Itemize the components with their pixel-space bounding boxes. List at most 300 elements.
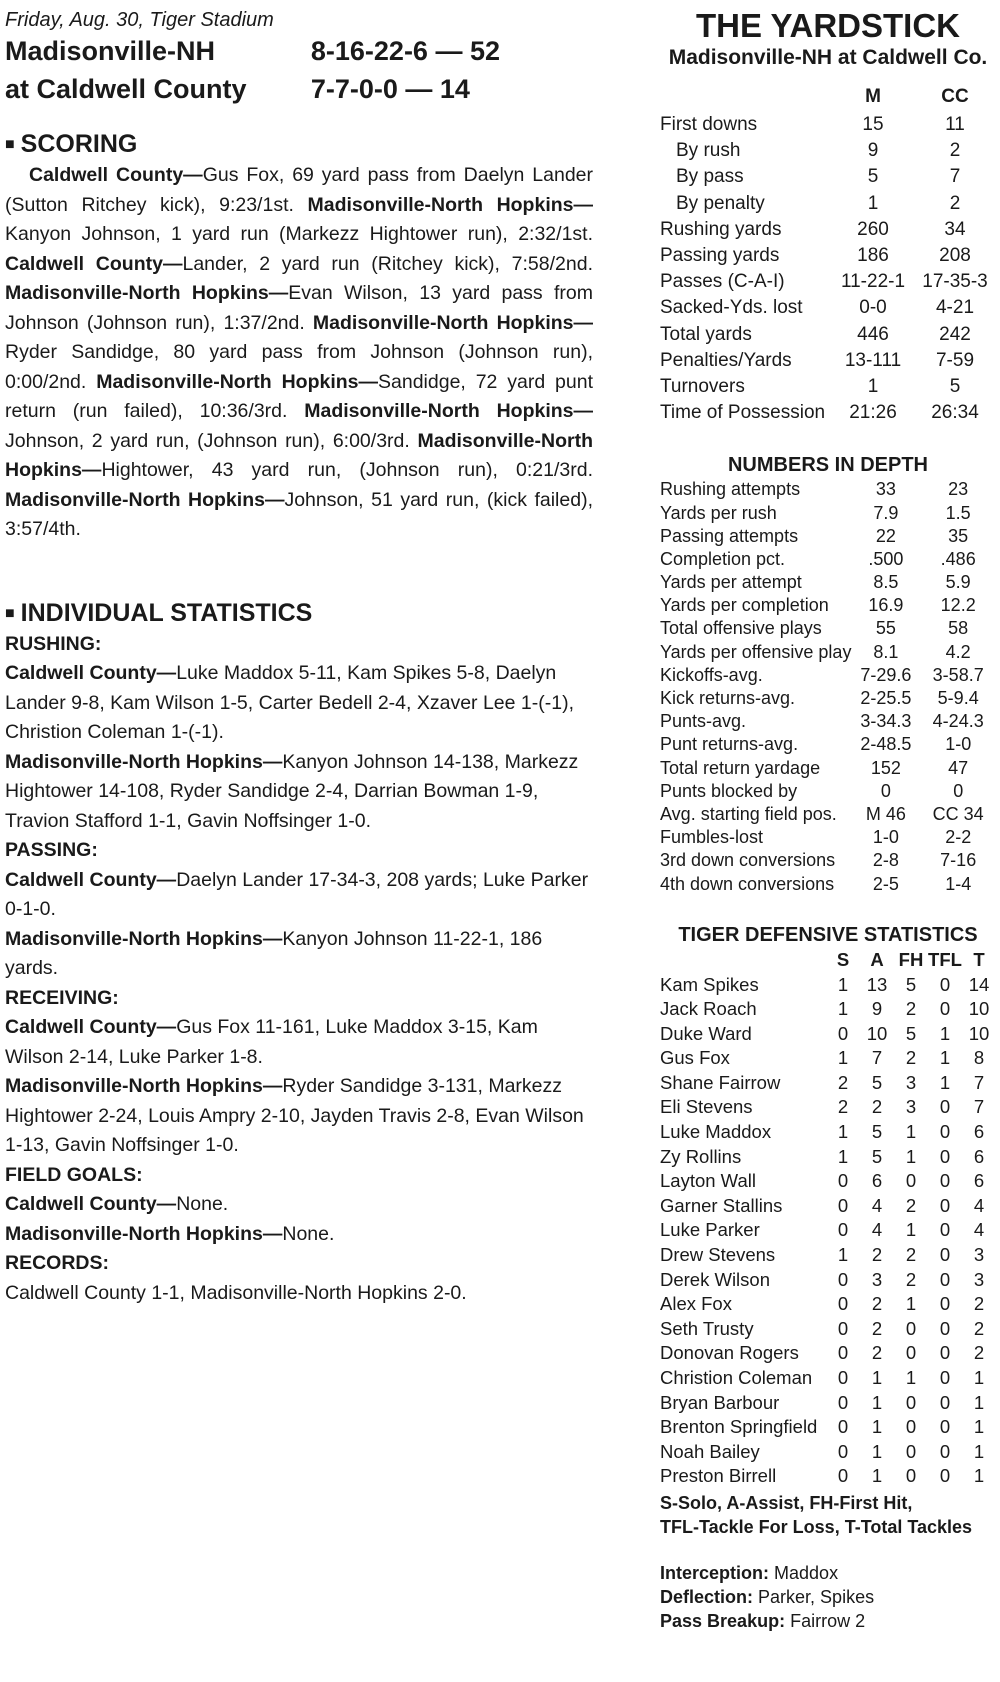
stat-value-cc: 2-2 (945, 827, 972, 848)
stat-value-m: 15 (862, 114, 884, 136)
stat-fh: 0 (905, 1465, 917, 1487)
note-label: Pass Breakup: (660, 1610, 786, 1631)
stat-value-m: 7-29.6 (860, 664, 912, 685)
table-row (660, 641, 996, 664)
stat-tfl: 1 (939, 1022, 951, 1044)
column-header: T (973, 948, 985, 970)
table-row (660, 733, 996, 756)
stat-category: FIELD GOALS: (5, 1163, 143, 1186)
stat-a: 3 (871, 1268, 883, 1290)
stat-s: 0 (837, 1416, 849, 1438)
stat-value-m: 33 (875, 479, 896, 500)
stat-tfl: 0 (939, 1268, 951, 1290)
stat-fh: 2 (905, 1047, 917, 1069)
dateline: Friday, Aug. 30, Tiger Stadium (5, 9, 274, 31)
stat-a: 7 (871, 1047, 883, 1069)
stat-fh: 1 (905, 1367, 917, 1389)
stat-label: Passing yards (660, 245, 780, 267)
stat-fh: 2 (905, 1244, 917, 1266)
stat-value-m: 55 (875, 618, 896, 639)
stat-category: RUSHING: (5, 632, 102, 655)
stat-s: 0 (837, 1342, 849, 1364)
stat-value-cc: 5.9 (945, 572, 971, 593)
stat-value-cc: 35 (948, 525, 969, 546)
stat-s: 0 (837, 1170, 849, 1192)
stat-tfl: 0 (939, 1440, 951, 1462)
stat-value-cc: 7 (949, 166, 961, 188)
table-row (660, 1120, 996, 1145)
table-row (660, 780, 996, 803)
stat-t: 8 (973, 1047, 985, 1069)
player-name: Zy Rollins (660, 1145, 742, 1167)
table-row (660, 478, 996, 501)
stat-label: 3rd down conversions (660, 850, 836, 871)
scoring-heading: ■ SCORING (5, 130, 138, 158)
numbers-in-depth-title: NUMBERS IN DEPTH (727, 454, 928, 477)
table-row (660, 164, 996, 190)
stat-fh: 2 (905, 1268, 917, 1290)
stat-text: Kanyon Johnson 14-138, Markezz Hightower 14-108, Ryder Sandidge 2-4, Darrian Bowman 1-9, Travion Stafford 1-1, Gavin Noffsinger 1-0. (5, 750, 579, 832)
stat-value-m: 22 (875, 525, 896, 546)
stat-label: Rushing yards (660, 218, 782, 240)
score-row-visitor (5, 32, 593, 70)
stat-label: Yards per rush (660, 502, 777, 523)
stat-fh: 2 (905, 998, 917, 1020)
table-row (660, 872, 996, 895)
stat-t: 4 (973, 1194, 985, 1216)
column-header: FH (898, 948, 924, 970)
line-score: 8-16-22-6 — 52 (310, 36, 500, 66)
stat-label: 4th down conversions (660, 873, 835, 894)
column-header: S (836, 948, 850, 970)
stat-s: 0 (837, 1317, 849, 1339)
stat-value-cc: 7-59 (935, 349, 975, 371)
stat-t: 4 (973, 1219, 985, 1241)
stat-value-cc: 5 (949, 375, 961, 397)
stat-tfl: 0 (939, 1367, 951, 1389)
stat-s: 1 (837, 1121, 849, 1143)
stat-value-m: 16.9 (868, 595, 904, 616)
scoring-play (5, 253, 593, 275)
note-text: Fairrow 2 (790, 1610, 866, 1631)
stat-a: 1 (871, 1391, 883, 1413)
stat-value-cc: 4.2 (945, 641, 971, 662)
table-row (660, 1415, 996, 1440)
stat-label: Turnovers (660, 375, 745, 397)
team-name: Caldwell County— (5, 1193, 177, 1215)
team-name: Madisonville-North Hopkins— (5, 750, 283, 773)
stat-value-cc: 34 (944, 218, 966, 240)
column-header: TFL (928, 948, 962, 970)
stat-entry (5, 1220, 593, 1250)
stat-a: 2 (871, 1342, 883, 1364)
table-row (660, 1144, 996, 1169)
stat-value-m: .500 (868, 548, 904, 569)
team-name: Madisonville-North Hopkins— (5, 282, 289, 304)
defense-table (660, 948, 996, 1489)
table-row (660, 322, 996, 348)
table-row (660, 243, 996, 269)
stat-t: 10 (968, 998, 990, 1020)
stat-tfl: 0 (939, 1244, 951, 1266)
stat-text: Gus Fox 11-161, Luke Maddox 3-15, Kam Wilson 2-14, Luke Parker 1-8. (5, 1016, 538, 1068)
stat-text: Daelyn Lander 17-34-3, 208 yards; Luke Parker 0-1-0. (5, 868, 589, 920)
stat-value-cc: CC 34 (932, 803, 984, 824)
table-row (660, 217, 996, 243)
player-name: Shane Fairrow (660, 1071, 781, 1093)
stat-tfl: 0 (939, 1317, 951, 1339)
stat-t: 3 (973, 1268, 985, 1290)
stat-entry (5, 1013, 593, 1072)
stat-value-cc: 2 (949, 192, 961, 214)
table-row (660, 1169, 996, 1194)
play-description: Lander, 2 yard run (Ritchey kick), 7:58/2nd. (182, 252, 593, 275)
player-name: Derek Wilson (660, 1268, 770, 1290)
stat-label: Penalties/Yards (660, 349, 792, 371)
table-row (660, 972, 996, 997)
table-row (660, 191, 996, 217)
team-name: Caldwell County— (5, 252, 183, 275)
stat-tfl: 0 (939, 1342, 951, 1364)
table-row (660, 997, 996, 1022)
table-row (660, 687, 996, 710)
team-name: Madisonville-NH (5, 36, 216, 66)
stat-fh: 0 (905, 1416, 917, 1438)
stat-value-m: 0-0 (859, 297, 887, 319)
table-row (660, 269, 996, 295)
stat-entry (5, 1190, 593, 1220)
stat-fh: 1 (905, 1145, 917, 1167)
square-bullet-icon: ■ (5, 136, 15, 153)
stat-fh: 3 (905, 1071, 917, 1093)
stats-column (660, 8, 996, 1633)
stat-value-cc: 242 (939, 323, 971, 345)
play-description: Johnson, 51 yard run, (kick failed), 3:57/4th. (5, 488, 593, 540)
table-row (660, 1218, 996, 1243)
stat-t: 10 (968, 1022, 990, 1044)
table-row (660, 1046, 996, 1071)
stat-tfl: 0 (939, 1145, 951, 1167)
stat-value-m: 186 (857, 245, 889, 267)
play-description: Johnson, 2 yard run, (Johnson run), 6:00/3rd. (5, 429, 410, 452)
stat-value-m: 3-34.3 (860, 711, 912, 732)
player-name: Eli Stevens (660, 1096, 753, 1118)
stat-text: None. (176, 1193, 229, 1215)
stat-value-cc: 1-0 (945, 734, 972, 755)
stat-fh: 1 (905, 1121, 917, 1143)
stat-t: 1 (973, 1416, 985, 1438)
yardstick-table (660, 72, 996, 426)
stat-t: 3 (973, 1244, 985, 1266)
table-row (660, 1071, 996, 1096)
stat-s: 1 (837, 998, 849, 1020)
column-header: CC (941, 86, 969, 107)
stat-value-cc: 208 (939, 245, 971, 267)
stat-s: 0 (837, 1391, 849, 1413)
stat-s: 0 (837, 1293, 849, 1315)
stat-label: Completion pct. (660, 548, 786, 569)
column-header: M (865, 86, 881, 107)
defense-note (660, 1609, 996, 1633)
stat-value-cc: 58 (948, 618, 969, 639)
stat-s: 1 (837, 1047, 849, 1069)
team-name: Caldwell County— (5, 1016, 177, 1038)
yardstick-subtitle: Madisonville-NH at Caldwell Co. (668, 46, 988, 69)
table-row (660, 617, 996, 640)
stat-tfl: 0 (939, 1170, 951, 1192)
player-name: Kam Spikes (660, 973, 759, 995)
stat-s: 1 (837, 973, 849, 995)
stat-label: First downs (660, 114, 758, 136)
stat-a: 1 (871, 1416, 883, 1438)
stat-entry (5, 866, 593, 925)
table-row (660, 1390, 996, 1415)
team-name: Madisonville-North Hopkins— (312, 311, 593, 334)
player-name: Jack Roach (660, 998, 757, 1020)
stat-s: 0 (837, 1022, 849, 1044)
table-row (660, 1464, 996, 1489)
stat-tfl: 1 (939, 1071, 951, 1093)
play-description: Ryder Sandidge, 80 yard pass from Johnson (Johnson run), 0:00/2nd. (5, 341, 593, 393)
team-name: Madisonville-North Hopkins— (5, 488, 285, 511)
table-row (660, 826, 996, 849)
stat-value-cc: 1.5 (945, 502, 971, 523)
stat-label: Total return yardage (660, 757, 821, 778)
table-row (660, 803, 996, 826)
stat-value-cc: 4-24.3 (932, 711, 984, 732)
stat-value-m: 5 (867, 166, 879, 188)
table-row (660, 348, 996, 374)
stat-a: 5 (871, 1145, 883, 1167)
stat-label: Fumbles-lost (660, 827, 764, 848)
stat-text: Kanyon Johnson 11-22-1, 186 yards. (5, 927, 543, 979)
team-name: Madisonville-North Hopkins— (5, 927, 283, 950)
player-name: Duke Ward (660, 1022, 752, 1044)
stat-t: 1 (973, 1465, 985, 1487)
stat-fh: 0 (905, 1391, 917, 1413)
stat-label: Yards per offensive play (660, 641, 852, 662)
stat-tfl: 0 (939, 1096, 951, 1118)
stat-label: Total yards (660, 323, 752, 345)
player-name: Donovan Rogers (660, 1342, 799, 1364)
stat-label: Yards per completion (660, 595, 829, 616)
stat-value-cc: 1-4 (945, 873, 972, 894)
stat-value-m: 2-5 (872, 873, 899, 894)
stat-value-cc: .486 (940, 548, 976, 569)
stat-category: RECEIVING: (5, 986, 119, 1009)
stat-category: RECORDS: (5, 1252, 110, 1274)
stat-fh: 0 (905, 1342, 917, 1364)
stat-value-m: 13-111 (844, 349, 902, 371)
stat-a: 1 (871, 1367, 883, 1389)
stat-t: 1 (973, 1367, 985, 1389)
stat-s: 0 (837, 1219, 849, 1241)
stat-t: 7 (973, 1071, 985, 1093)
stat-value-m: 21:26 (849, 402, 897, 424)
stat-value-cc: 26:34 (931, 402, 979, 424)
note-text: Maddox (774, 1562, 839, 1583)
table-row (660, 664, 996, 687)
table-row (660, 571, 996, 594)
table-row (660, 1243, 996, 1268)
stat-t: 14 (968, 973, 990, 995)
stat-value-m: 1 (867, 192, 879, 214)
stat-text: Caldwell County 1-1, Madisonville-North Hopkins 2-0. (5, 1281, 467, 1304)
stat-category: PASSING: (5, 839, 98, 861)
stat-a: 9 (871, 998, 883, 1020)
stat-entry (5, 925, 593, 984)
table-row (660, 1440, 996, 1465)
table-row (660, 1292, 996, 1317)
stat-a: 2 (871, 1293, 883, 1315)
stat-value-cc: 5-9.4 (937, 688, 979, 709)
stat-tfl: 0 (939, 1194, 951, 1216)
team-name: Caldwell County— (5, 662, 177, 684)
team-name: Caldwell County— (5, 868, 177, 891)
stat-label: Time of Possession (660, 402, 826, 424)
team-name: Madisonville-North Hopkins— (96, 370, 379, 393)
stat-s: 1 (837, 1244, 849, 1266)
stat-tfl: 0 (939, 1121, 951, 1143)
stat-value-m: 2-48.5 (860, 734, 912, 755)
individual-stats-heading: ■ INDIVIDUAL STATISTICS (5, 598, 313, 627)
stat-entry (5, 1072, 593, 1161)
table-row (660, 594, 996, 617)
stat-s: 0 (837, 1440, 849, 1462)
stat-entry (5, 659, 593, 748)
player-name: Luke Parker (660, 1219, 760, 1241)
stat-label: Avg. starting field pos. (660, 803, 837, 824)
player-name: Seth Trusty (660, 1317, 754, 1339)
player-name: Drew Stevens (660, 1244, 776, 1266)
stat-label: By rush (676, 140, 741, 162)
table-row (660, 374, 996, 400)
table-row (660, 1366, 996, 1391)
stat-value-m: 152 (870, 757, 901, 778)
defense-note (660, 1561, 996, 1585)
stat-label: Punt returns-avg. (660, 734, 799, 755)
stat-s: 0 (837, 1465, 849, 1487)
stat-entry (5, 748, 593, 837)
stat-t: 7 (973, 1096, 985, 1118)
stat-label: Yards per attempt (660, 572, 802, 593)
stat-fh: 2 (905, 1194, 917, 1216)
yardstick-title: THE YARDSTICK (695, 7, 961, 44)
stat-label: Sacked-Yds. lost (660, 297, 803, 319)
stat-t: 6 (973, 1145, 985, 1167)
stat-text: Ryder Sandidge 3-131, Markezz Hightower 2-24, Louis Ampry 2-10, Jayden Travis 2-8, Evan Wilson 1-13, Gavin Noffsinger 1-0. (5, 1075, 584, 1156)
table-row (660, 400, 996, 426)
stat-tfl: 0 (939, 1416, 951, 1438)
stat-tfl: 0 (939, 1465, 951, 1487)
play-description: Sandidge, 72 yard punt return (run failed), 10:36/3rd. (5, 370, 594, 422)
stat-t: 2 (973, 1342, 985, 1364)
stat-value-m: 8.5 (873, 572, 899, 593)
table-row (660, 849, 996, 872)
player-name: Brenton Springfield (660, 1416, 818, 1438)
stat-value-m: 8.1 (873, 641, 899, 662)
stat-a: 10 (866, 1022, 888, 1044)
stat-fh: 0 (905, 1317, 917, 1339)
stat-t: 2 (973, 1293, 985, 1315)
stat-fh: 5 (905, 1022, 917, 1044)
stat-label: Total offensive plays (660, 618, 822, 639)
stat-value-cc: 23 (948, 479, 969, 500)
stat-value-m: 1-0 (872, 827, 899, 848)
stat-a: 6 (871, 1170, 883, 1192)
team-name: Madisonville-North Hopkins— (5, 1222, 283, 1245)
note-label: Deflection: (660, 1586, 754, 1607)
note-label: Interception: (660, 1562, 770, 1583)
table-row (660, 1267, 996, 1292)
team-name: Madisonville-North Hopkins— (5, 429, 593, 481)
stat-value-m: 9 (867, 140, 879, 162)
stat-value-m: 11-22-1 (840, 271, 906, 293)
table-row (660, 295, 996, 321)
stat-value-cc: 4-21 (935, 297, 975, 319)
table-row (660, 548, 996, 571)
stat-tfl: 1 (939, 1047, 951, 1069)
table-row (660, 1317, 996, 1342)
stat-label: Punts-avg. (660, 711, 747, 732)
stat-a: 13 (866, 973, 888, 995)
player-name: Gus Fox (660, 1047, 730, 1069)
player-name: Noah Bailey (660, 1440, 760, 1462)
stat-s: 2 (837, 1096, 849, 1118)
stat-s: 0 (837, 1194, 849, 1216)
stat-fh: 3 (905, 1096, 917, 1118)
stat-a: 4 (871, 1194, 883, 1216)
defense-title: TIGER DEFENSIVE STATISTICS (678, 923, 978, 946)
play-description: Hightower, 43 yard run, (Johnson run), 0:21/3rd. (101, 459, 593, 481)
stat-a: 2 (871, 1244, 883, 1266)
stat-value-m: 446 (857, 323, 889, 345)
numbers-in-depth-table (660, 478, 996, 895)
stat-label: Punts blocked by (660, 780, 798, 801)
square-bullet-icon: ■ (5, 604, 15, 622)
stat-value-m: 0 (880, 780, 891, 801)
stat-value-cc: 0 (953, 780, 964, 801)
stat-value-m: 7.9 (873, 502, 899, 523)
player-name: Luke Maddox (660, 1121, 772, 1143)
stat-a: 5 (871, 1121, 883, 1143)
stat-label: Kickoffs-avg. (660, 664, 763, 685)
stat-fh: 0 (905, 1170, 917, 1192)
stat-label: Kick returns-avg. (660, 688, 796, 709)
player-name: Preston Birrell (660, 1465, 777, 1487)
stat-tfl: 0 (939, 1293, 951, 1315)
stat-label: Rushing attempts (660, 479, 801, 500)
stat-text: Luke Maddox 5-11, Kam Spikes 5-8, Daelyn Lander 9-8, Kam Wilson 1-5, Carter Bedell 2-4, Xzaver Lee 1-(-1), Christion Coleman 1-(-1). (5, 662, 574, 743)
stat-s: 1 (837, 1145, 849, 1167)
stat-tfl: 0 (939, 1219, 951, 1241)
stat-s: 0 (837, 1268, 849, 1290)
table-row (660, 1095, 996, 1120)
stat-value-cc: 3-58.7 (932, 664, 984, 685)
stat-entry (5, 1279, 593, 1309)
stat-value-cc: 11 (945, 114, 965, 136)
defense-legend: S-Solo, A-Assist, FH-First Hit, TFL-Tackle For Loss, T-Total Tackles (660, 1492, 973, 1537)
stat-fh: 1 (905, 1293, 917, 1315)
stat-a: 2 (871, 1096, 883, 1118)
team-name: Madisonville-North Hopkins— (307, 193, 593, 216)
stat-label: Passes (C-A-I) (660, 271, 785, 293)
team-name: at Caldwell County (5, 74, 247, 104)
table-row (660, 138, 996, 164)
stat-label: By penalty (676, 192, 765, 214)
player-name: Bryan Barbour (660, 1391, 780, 1413)
stat-value-cc: 47 (948, 757, 969, 778)
